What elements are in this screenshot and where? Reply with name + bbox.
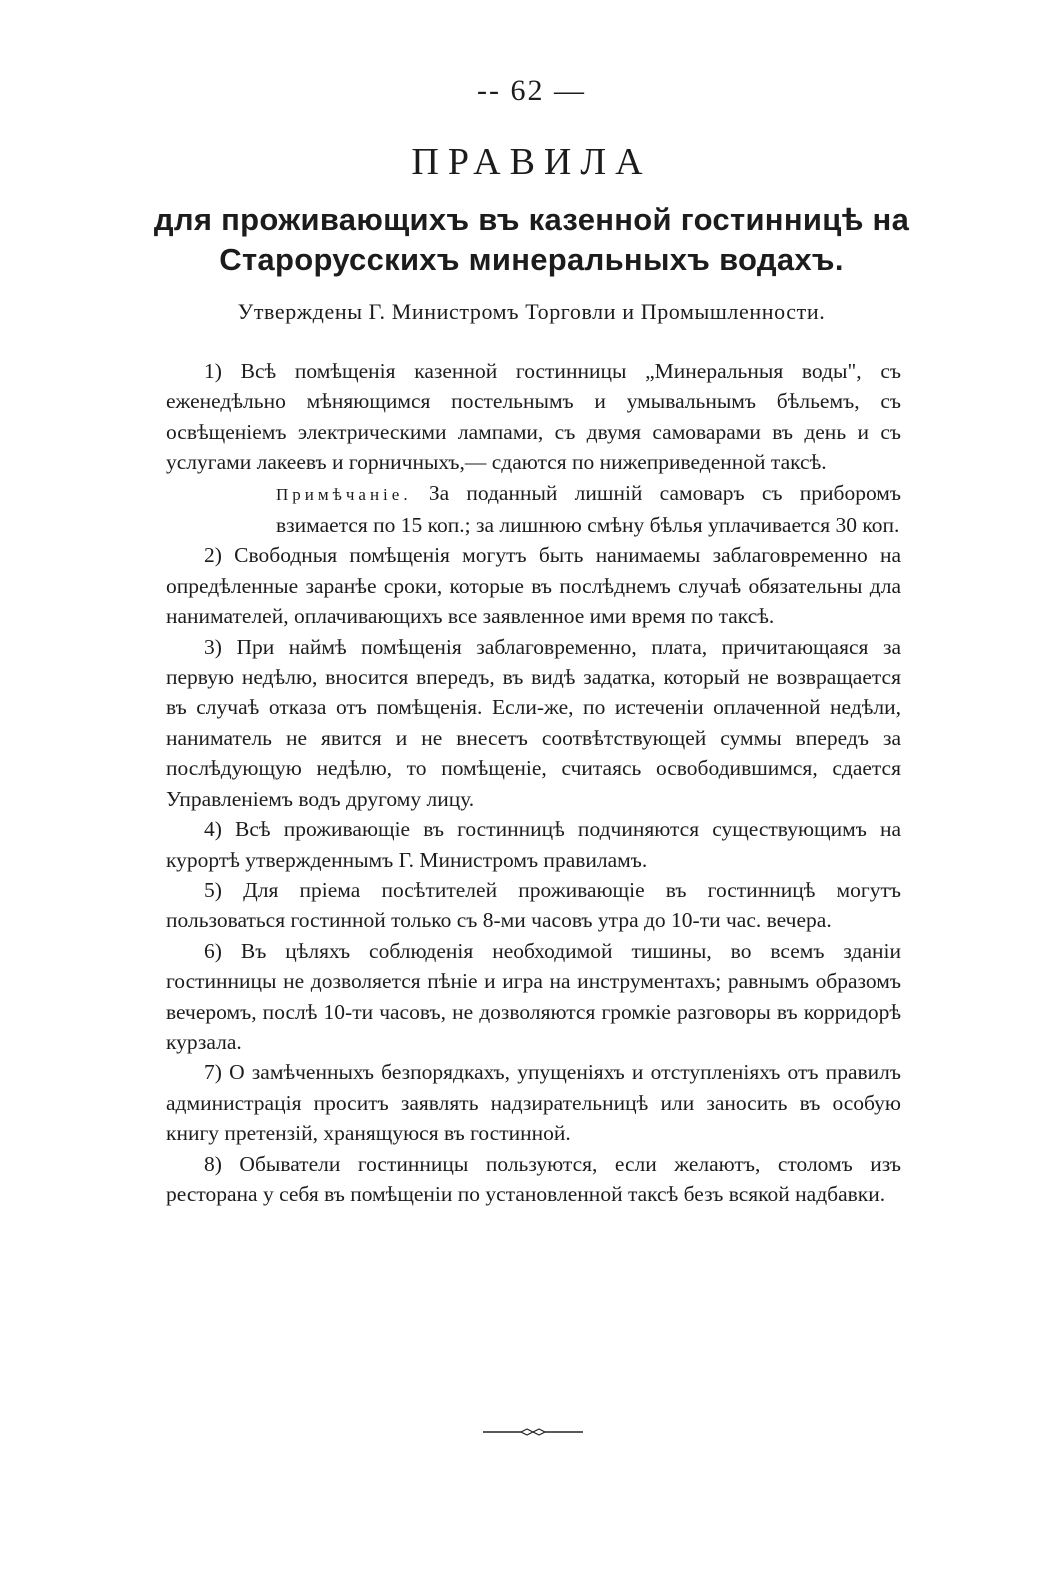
rules-body [166, 356, 901, 1209]
rule-paragraph: 3) При наймѣ помѣщенія заблаговременно, плата, причитающаяся за первую недѣлю, вносится впередъ, въ видѣ задатка, который не возвращается въ случаѣ отказа отъ помѣщенія. Если-же, по истеченіи оплаченной недѣли, наниматель не явится и не внесетъ соотвѣтствующей суммы впередъ за послѣдующую недѣлю, то помѣщеніе, считаясь освободившимся, сдается Управленіемъ водъ другому лицу. [166, 634, 901, 811]
rule-paragraph: 2) Свободныя помѣщенія могутъ быть нанимаемы заблаговременно на опредѣленные заранѣе сроки, которые въ послѣднемъ случаѣ обязательны дла нанимателей, оплачивающихъ все заявленное ими время по таксѣ. [166, 543, 901, 629]
note-label: Примѣчаніе. [276, 484, 412, 504]
page-title: ПРАВИЛА [411, 141, 652, 183]
rule-paragraph: 1) Всѣ помѣщенія казенной гостинницы „Минеральныя воды", съ еженедѣльно мѣняющимся постельнымъ и умывальнымъ бѣльемъ, съ освѣщеніемъ электрическими лампами, съ двумя самоварами въ день и съ услугами лакеевъ и горничныхъ,— сдаются по нижеприведенной таксѣ. [166, 359, 901, 475]
approval-line: Утверждены Г. Министромъ Торговли и Промышленности. [237, 299, 826, 324]
rule-paragraph: 7) О замѣченныхъ безпорядкахъ, упущеніяхъ и отступленіяхъ отъ правилъ администрація проситъ заявлять надзирательницѣ или заносить въ особую книгу претензій, хранящуюся въ гостинной. [166, 1060, 901, 1146]
rule-paragraph: 6) Въ цѣляхъ соблюденія необходимой тишины, во всемъ зданіи гостинницы не дозволяется пѣніе и игра на инструментахъ; равнымъ образомъ вечеромъ, послѣ 10-ти часовъ, не дозволяются громкіе разговоры въ корридорѣ курзала. [166, 938, 901, 1054]
end-ornament [483, 1428, 583, 1436]
page-number: -- 62 — [477, 74, 586, 107]
note-paragraph [276, 478, 901, 541]
rule-paragraph: 8) Обыватели гостинницы пользуются, если желаютъ, столомъ изъ ресторана у себя въ помѣщеніи по установленной таксѣ безъ всякой надбавки. [166, 1151, 901, 1206]
rule-paragraph: 4) Всѣ проживающіе въ гостинницѣ подчиняются существующимъ на курортѣ утвержденнымъ Г. Министромъ правиламъ. [166, 817, 901, 872]
rule-paragraph: 5) Для пріема посѣтителей проживающіе въ гостинницѣ могутъ пользоваться гостинной только съ 8-ми часовъ утра до 10-ти час. вечера. [166, 877, 901, 933]
note-text: За поданный лишній самоваръ съ приборомъ взимается по 15 коп.; за лишнюю смѣну бѣлья уплачивается 30 коп. [276, 480, 902, 538]
page-subtitle: для проживающихъ въ казенной гостинницѣ на Старорусскихъ минеральныхъ водахъ. [153, 202, 910, 277]
